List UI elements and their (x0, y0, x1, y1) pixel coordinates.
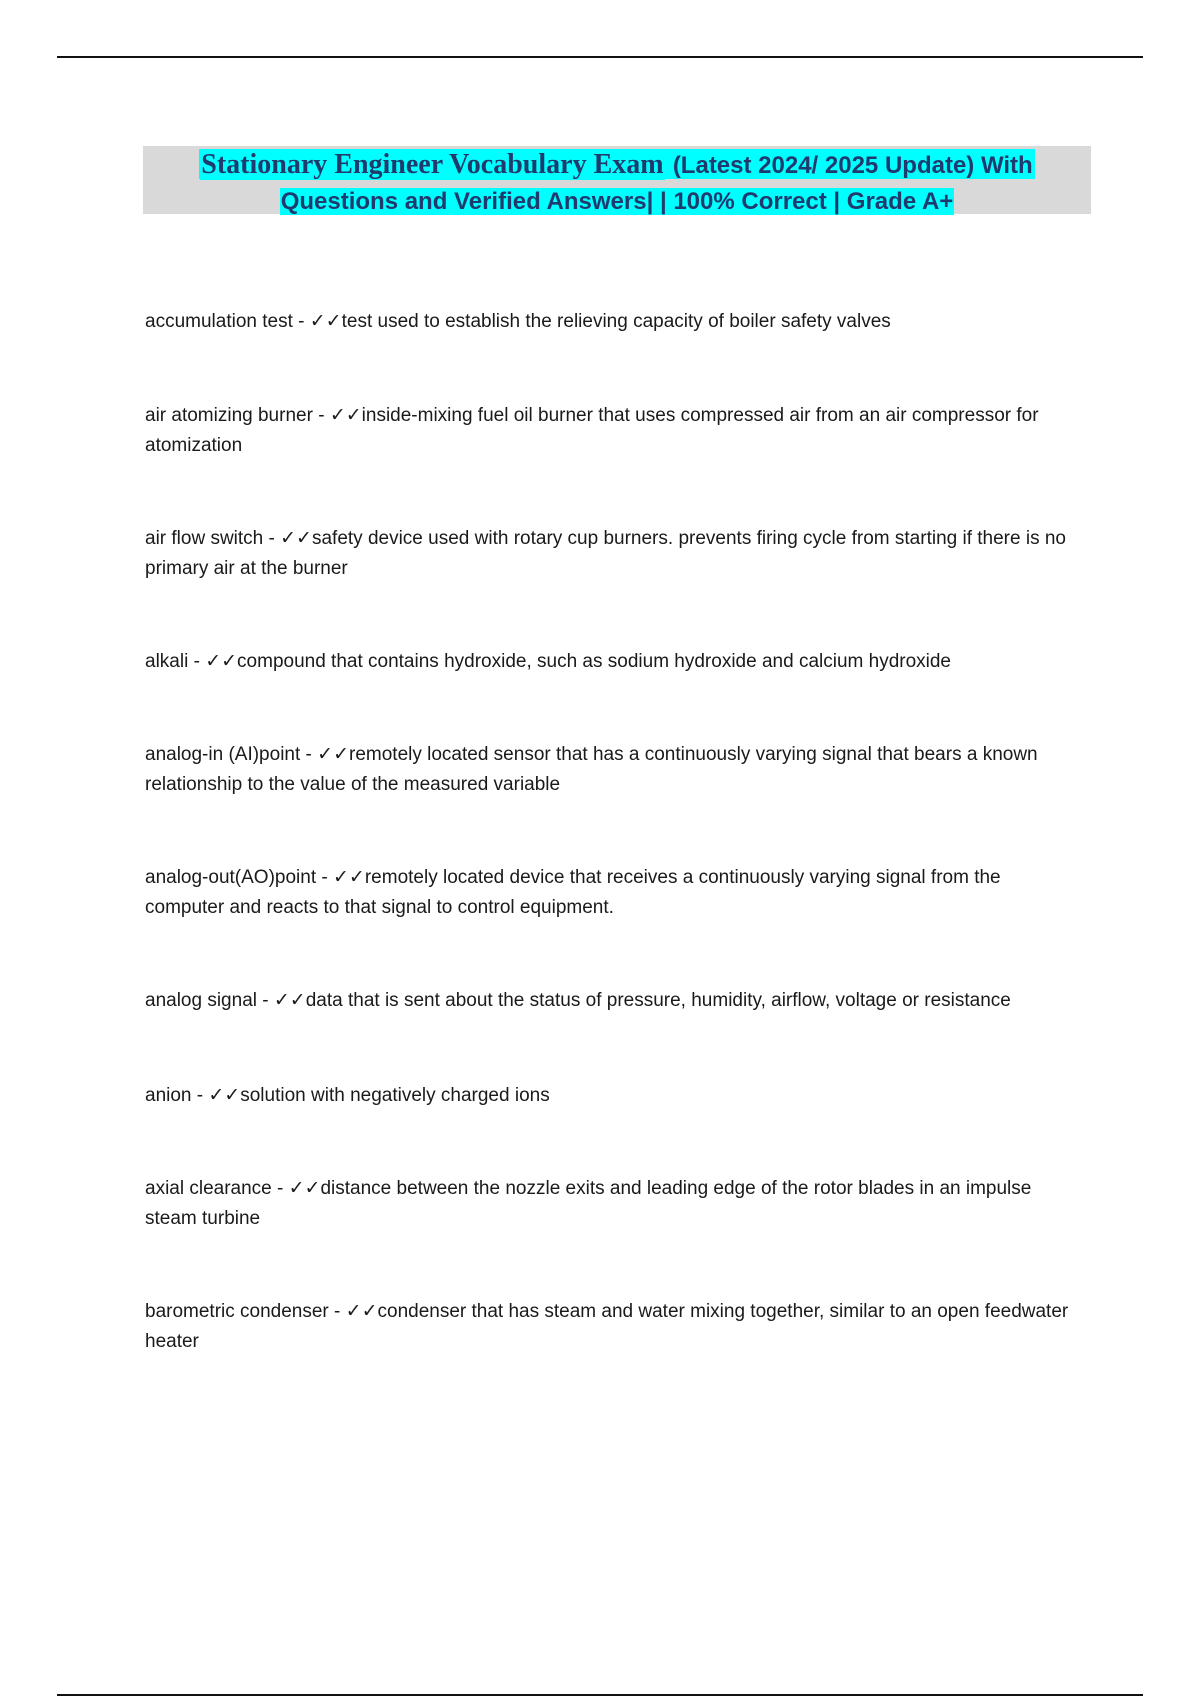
vocab-term: analog signal (145, 990, 257, 1011)
vocab-entry (145, 523, 1085, 584)
title-part-1: Stationary Engineer Vocabulary Exam (201, 149, 664, 180)
vocab-definition: remotely located device that receives a continuously varying signal from the computer and reacts to that signal to control equipment. (145, 867, 1001, 918)
vocab-entry (145, 1296, 1085, 1357)
title-part-3: Questions and Verified Answers| | 100% Correct | Grade A+ (280, 188, 954, 215)
vocab-definition: compound that contains hydroxide, such as sodium hydroxide and calcium hydroxide (237, 651, 952, 672)
check-mark-icon: ✓✓ (208, 1084, 241, 1106)
vocab-definition: test used to establish the relieving capacity of boiler safety valves (341, 311, 891, 332)
vocab-definition: remotely located sensor that has a continuously varying signal that bears a known relationship to the value of the measured variable (145, 744, 1038, 795)
vocab-definition: inside-mixing fuel oil burner that uses compressed air from an air compressor for atomization (145, 405, 1039, 456)
vocab-separator: - (271, 1178, 289, 1199)
vocab-entry (145, 862, 1085, 923)
vocab-separator: - (312, 405, 330, 426)
vocab-entry (145, 400, 1085, 461)
vocab-entry (145, 306, 1085, 337)
vocab-term: anion (145, 1085, 192, 1106)
vocab-separator: - (328, 1301, 346, 1322)
vocab-entry (145, 1080, 1085, 1111)
vocab-separator: - (316, 867, 333, 888)
title-banner (143, 146, 1091, 214)
title-line-2 (143, 183, 1091, 219)
vocab-term: alkali (145, 651, 189, 672)
vocab-entry (145, 646, 1085, 677)
check-mark-icon: ✓✓ (333, 866, 365, 888)
vocab-separator: - (263, 528, 281, 549)
vocab-separator: - (188, 651, 206, 672)
vocab-term: barometric condenser (145, 1301, 329, 1322)
bottom-rule (57, 1694, 1143, 1696)
check-mark-icon: ✓✓ (205, 650, 238, 672)
check-mark-icon: ✓✓ (345, 1300, 378, 1322)
vocab-term: analog-in (AI)point (145, 744, 301, 765)
check-mark-icon: ✓✓ (309, 310, 342, 332)
vocab-term: accumulation test (145, 311, 293, 332)
check-mark-icon: ✓✓ (288, 1177, 321, 1199)
check-mark-icon: ✓✓ (280, 527, 312, 549)
check-mark-icon: ✓✓ (329, 404, 362, 426)
vocab-definition: data that is sent about the status of pressure, humidity, airflow, voltage or resistance (305, 990, 1011, 1011)
top-rule (57, 56, 1143, 58)
check-mark-icon: ✓✓ (273, 989, 306, 1011)
vocab-term: air atomizing burner (145, 405, 313, 426)
vocab-term: air flow switch (145, 528, 264, 549)
vocab-entry (145, 739, 1085, 800)
title-line-1 (143, 147, 1091, 183)
vocab-definition: safety device used with rotary cup burners. prevents firing cycle from starting if there is no primary air at the burner (145, 528, 1066, 579)
vocab-separator: - (256, 990, 274, 1011)
vocab-entry (145, 1173, 1085, 1234)
vocab-definition: condenser that has steam and water mixing together, similar to an open feedwater heater (145, 1301, 1069, 1352)
vocab-separator: - (300, 744, 318, 765)
vocab-definition: distance between the nozzle exits and leading edge of the rotor blades in an impulse steam turbine (145, 1178, 1032, 1229)
title-part-2: (Latest 2024/ 2025 Update) With (672, 152, 1033, 179)
vocab-entry (145, 985, 1085, 1016)
vocab-term: axial clearance (145, 1178, 272, 1199)
vocab-term: analog-out(AO)point (145, 867, 317, 888)
check-mark-icon: ✓✓ (317, 743, 349, 765)
vocab-separator: - (292, 311, 310, 332)
vocab-definition: solution with negatively charged ions (240, 1085, 550, 1106)
vocab-separator: - (191, 1085, 209, 1106)
